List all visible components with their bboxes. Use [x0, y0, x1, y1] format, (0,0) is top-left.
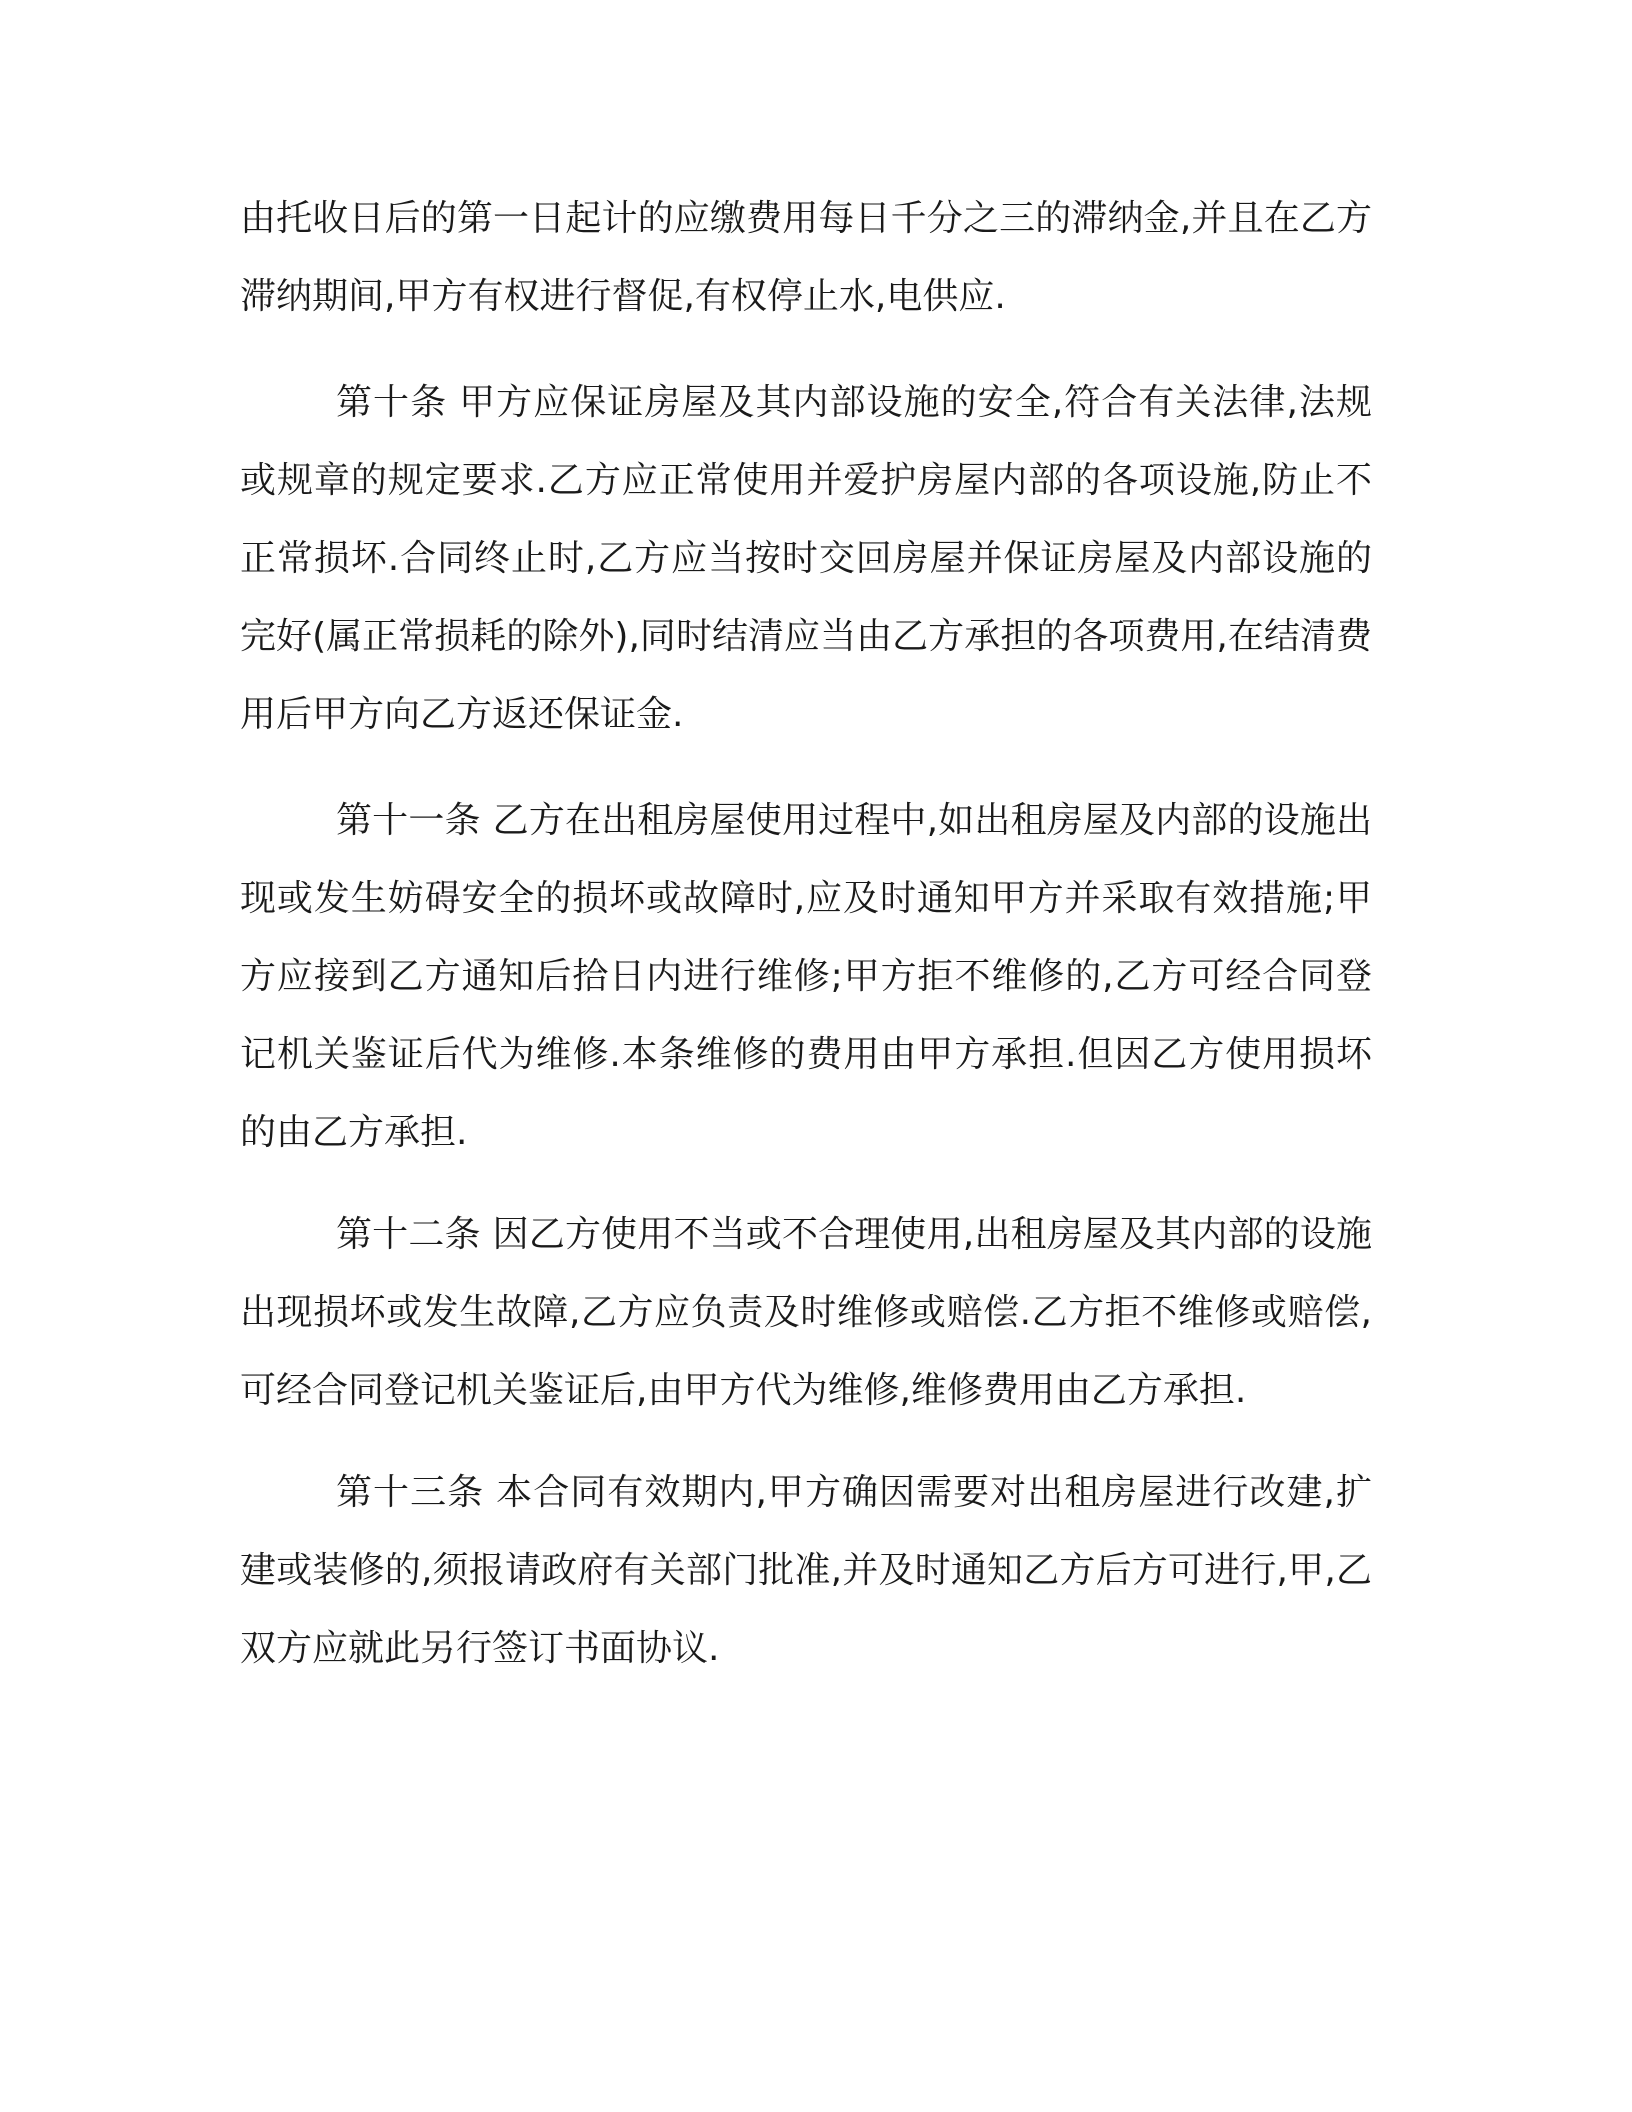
article-12 [240, 1196, 1372, 1430]
article-10-number: 第十条 [336, 382, 448, 423]
article-13-text: 本合同有效期内,甲方确因需要对出租房屋进行改建,扩建或装修的,须报请政府有关部门批准,并及时通知乙方后方可进行,甲,乙双方应就此另行签订书面协议. [240, 1472, 1372, 1669]
article-12-number: 第十二条 [336, 1214, 481, 1255]
article-13-number: 第十三条 [336, 1472, 485, 1513]
paragraph-article-11 [240, 782, 1372, 1172]
paragraph-article-10 [240, 364, 1372, 754]
paragraph-continuation [240, 180, 1372, 336]
article-10 [240, 364, 1372, 754]
paragraph-article-13 [240, 1454, 1372, 1688]
paragraph-continuation-text: 由托收日后的第一日起计的应缴费用每日千分之三的滞纳金,并且在乙方滞纳期间,甲方有权进行督促,有权停止水,电供应. [240, 198, 1372, 317]
article-10-text: 甲方应保证房屋及其内部设施的安全,符合有关法律,法规或规章的规定要求.乙方应正常使用并爱护房屋内部的各项设施,防止不正常损坏.合同终止时,乙方应当按时交回房屋并保证房屋及内部设施的完好(属正常损耗的除外),同时结清应当由乙方承担的各项费用,在结清费用后甲方向乙方返还保证金. [240, 382, 1372, 735]
article-11-number: 第十一条 [336, 800, 481, 841]
article-13 [240, 1454, 1372, 1688]
article-11-text: 乙方在出租房屋使用过程中,如出租房屋及内部的设施出现或发生妨碍安全的损坏或故障时,应及时通知甲方并采取有效措施;甲方应接到乙方通知后拾日内进行维修;甲方拒不维修的,乙方可经合同登记机关鉴证后代为维修.本条维修的费用由甲方承担.但因乙方使用损坏的由乙方承担. [240, 800, 1372, 1153]
article-12-text: 因乙方使用不当或不合理使用,出租房屋及其内部的设施出现损坏或发生故障,乙方应负责及时维修或赔偿.乙方拒不维修或赔偿,可经合同登记机关鉴证后,由甲方代为维修,维修费用由乙方承担. [240, 1214, 1372, 1411]
paragraph-article-12 [240, 1196, 1372, 1430]
article-11 [240, 782, 1372, 1172]
